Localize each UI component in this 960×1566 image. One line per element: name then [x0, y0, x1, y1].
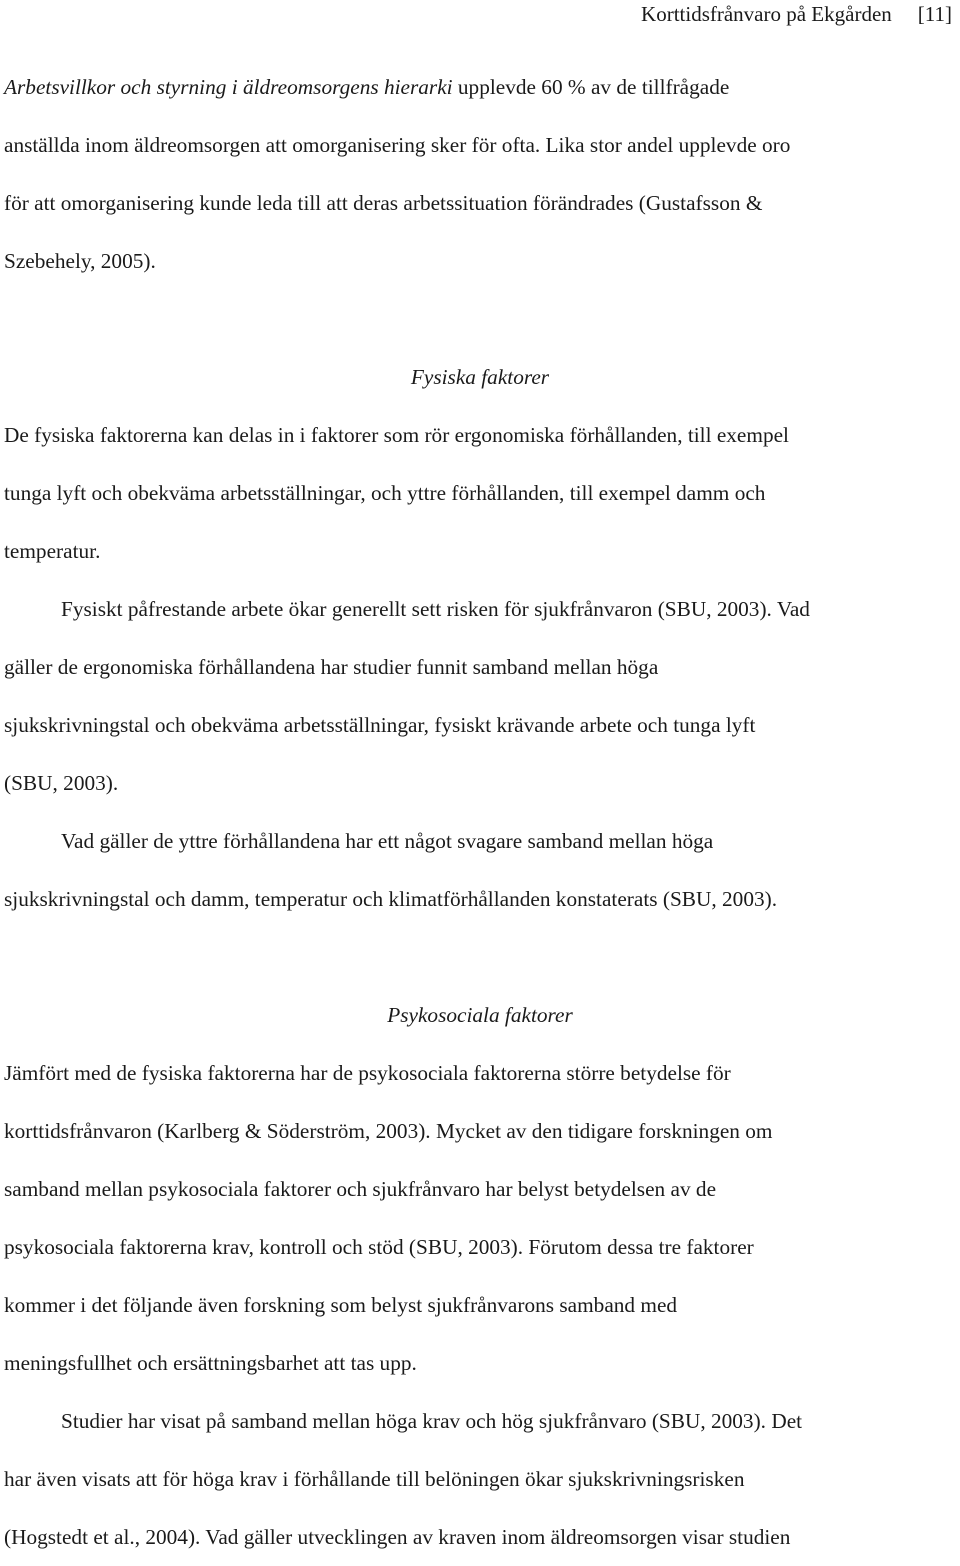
- text-line: korttidsfrånvaron (Karlberg & Söderström, 2003). Mycket av den tidigare forskningen om: [4, 1118, 773, 1143]
- page-header: [641, 0, 952, 28]
- spacer: [4, 928, 956, 986]
- section-heading-physical: Fysiska faktorer: [410, 364, 550, 389]
- running-title: Korttidsfrånvaro på Ekgården: [641, 2, 892, 26]
- text-line: Fysiskt påfrestande arbete ökar generellt sett risken för sjukfrånvaron (SBU, 2003). Vad: [61, 596, 810, 621]
- text-line: temperatur.: [4, 538, 101, 563]
- text-line: sjukskrivningstal och damm, temperatur och klimatförhållanden konstaterats (SBU, 2003).: [4, 886, 778, 911]
- text-line: anställda inom äldreomsorgen att omorganisering sker för ofta. Lika stor andel upplevde oro: [4, 132, 791, 157]
- psychosocial-paragraph-1: [4, 1044, 956, 1392]
- text-line: samband mellan psykosociala faktorer och sjukfrånvaro har belyst betydelsen av de: [4, 1176, 717, 1201]
- intro-paragraph: [4, 58, 956, 290]
- physical-paragraph-1: [4, 406, 956, 580]
- text-line: gäller de ergonomiska förhållandena har studier funnit samband mellan höga: [4, 654, 659, 679]
- text-line: tunga lyft och obekväma arbetsställningar, och yttre förhållanden, till exempel damm och: [4, 480, 766, 505]
- spacer: [4, 290, 956, 348]
- text-line: har även visats att för höga krav i förhållande till belöningen ökar sjukskrivningsrisken: [4, 1466, 745, 1491]
- text-line: sjukskrivningstal och obekväma arbetsställningar, fysiskt krävande arbete och tunga lyft: [4, 712, 756, 737]
- text-line: meningsfullhet och ersättningsbarhet att tas upp.: [4, 1350, 417, 1375]
- page-number: [11]: [917, 2, 952, 26]
- physical-paragraph-3: [4, 812, 956, 928]
- text-line: Jämfört med de fysiska faktorerna har de psykosociala faktorerna större betydelse för: [4, 1060, 731, 1085]
- document-body: [4, 58, 956, 1566]
- text-line: kommer i det följande även forskning som belyst sjukfrånvarons samband med: [4, 1292, 678, 1317]
- section-heading-psychosocial: Psykosociala faktorer: [387, 1002, 573, 1027]
- text-line: Szebehely, 2005).: [4, 248, 156, 273]
- text-line: (SBU, 2003).: [4, 770, 119, 795]
- text-line: psykosociala faktorerna krav, kontroll och stöd (SBU, 2003). Förutom dessa tre faktorer: [4, 1234, 754, 1259]
- text-line: Studier har visat på samband mellan höga krav och hög sjukfrånvaro (SBU, 2003). Det: [61, 1408, 803, 1433]
- text-line: (Hogstedt et al., 2004). Vad gäller utvecklingen av kraven inom äldreomsorgen visar studien: [4, 1524, 791, 1549]
- text-segment: upplevde 60 % av de tillfrågade: [452, 74, 730, 99]
- cited-title: Arbetsvillkor och styrning i äldreomsorgens hierarki: [4, 74, 453, 99]
- text-line: Vad gäller de yttre förhållandena har ett något svagare samband mellan höga: [61, 828, 714, 853]
- text-line: De fysiska faktorerna kan delas in i faktorer som rör ergonomiska förhållanden, till exempel: [4, 422, 789, 447]
- physical-paragraph-2: [4, 580, 956, 812]
- psychosocial-paragraph-2: [4, 1392, 956, 1566]
- text-line: [4, 58, 956, 116]
- text-line: för att omorganisering kunde leda till att deras arbetssituation förändrades (Gustafsson &: [4, 190, 763, 215]
